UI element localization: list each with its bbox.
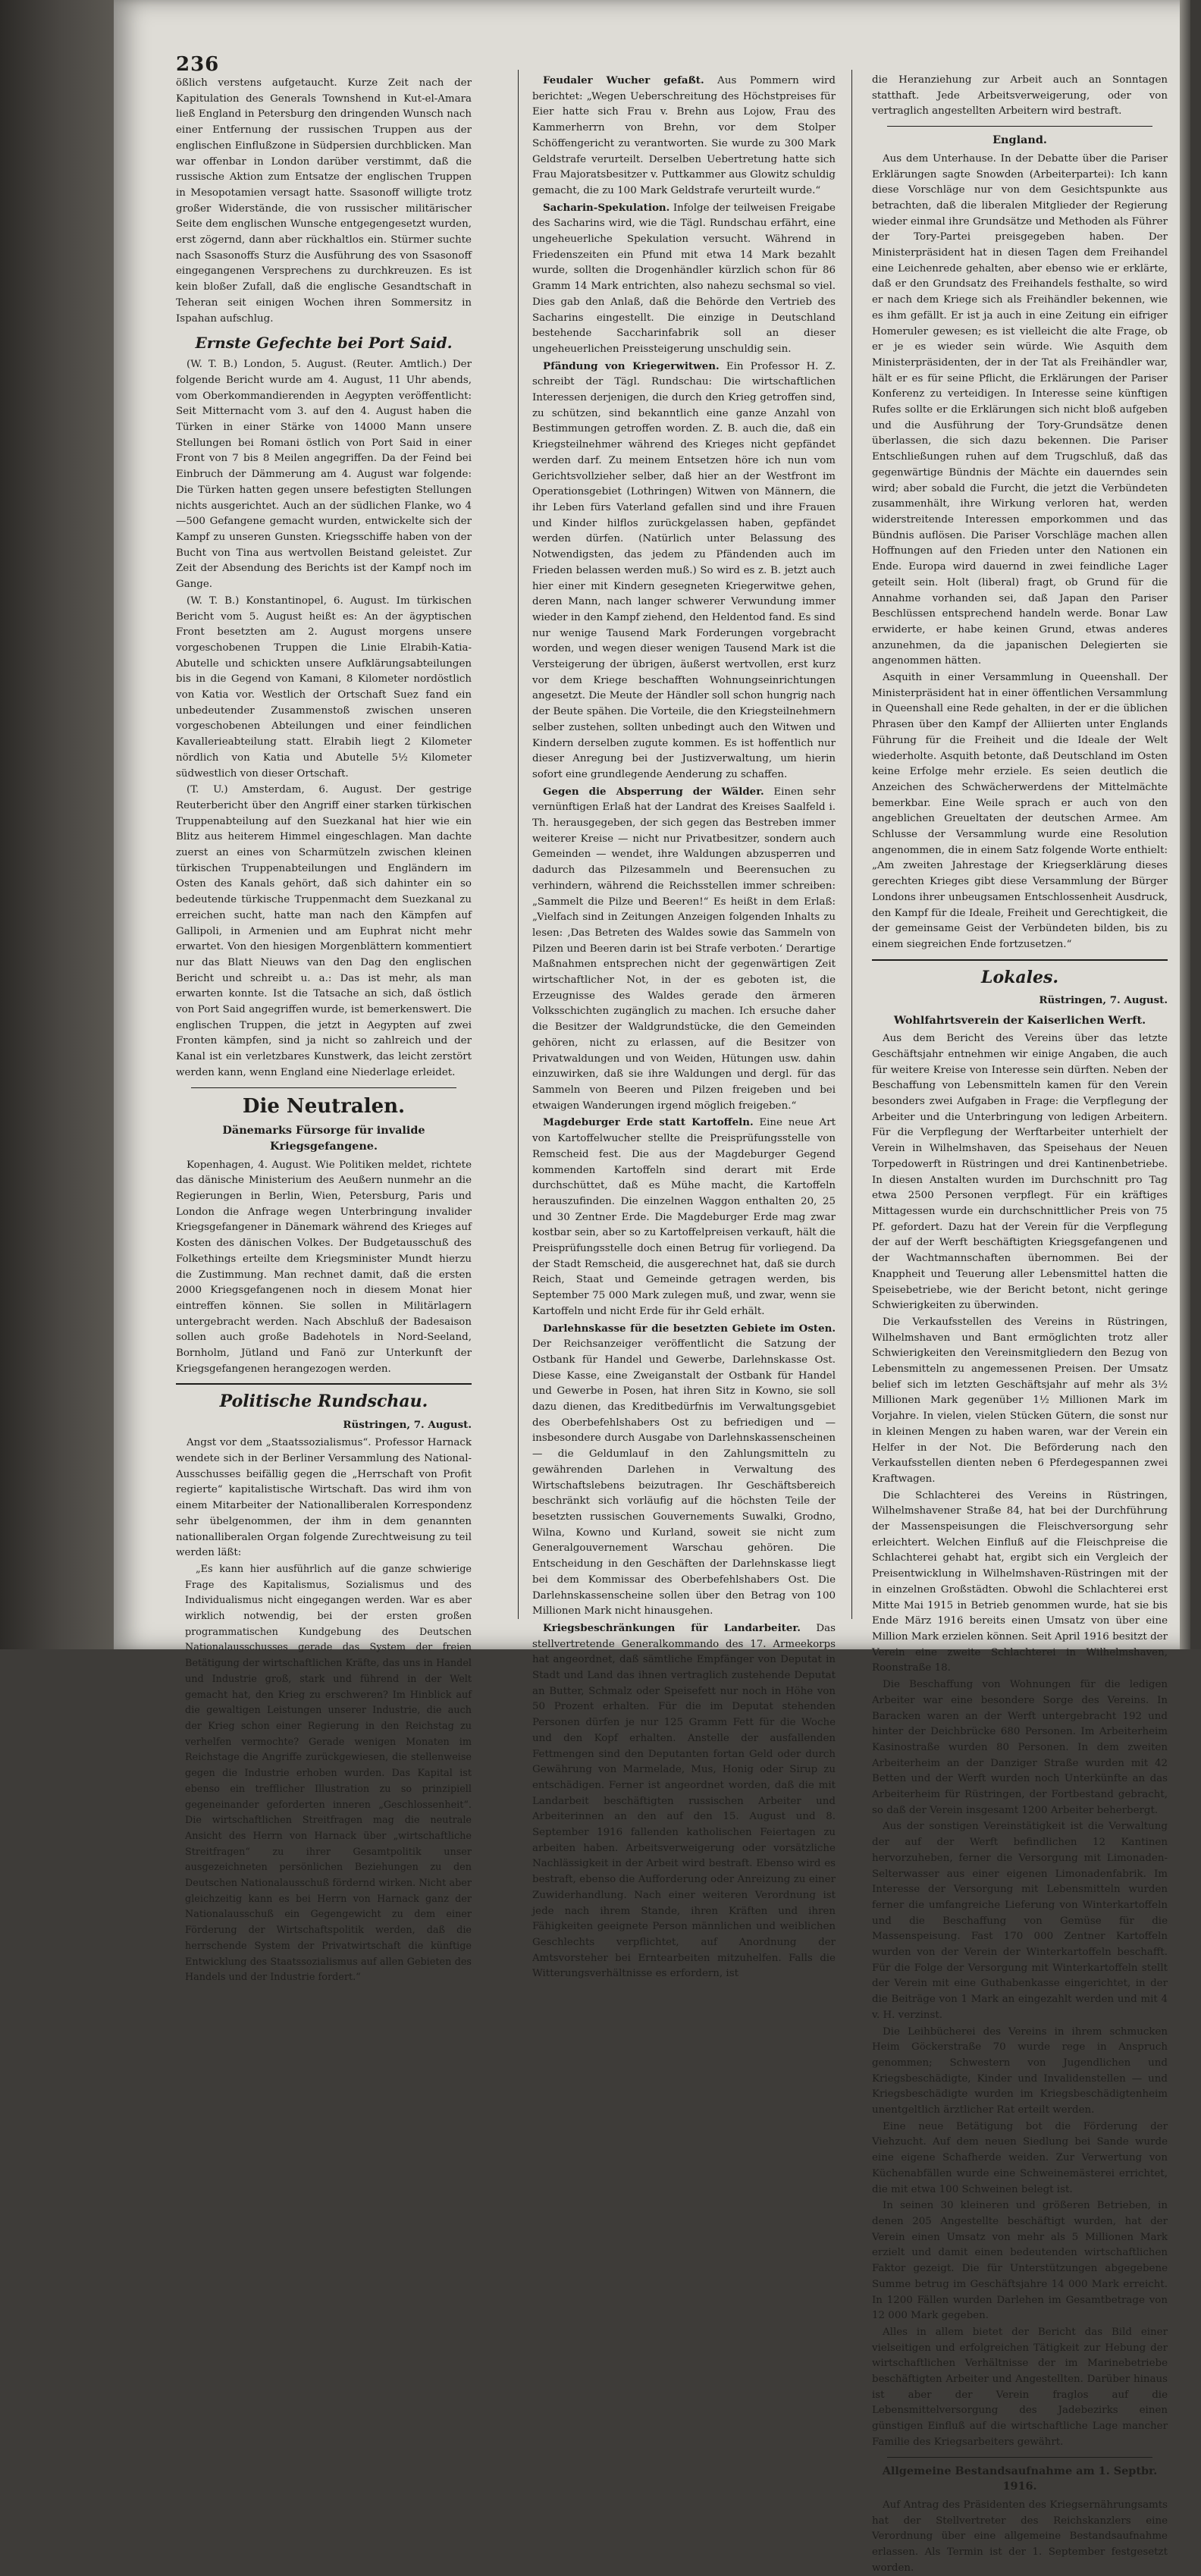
article-paragraph: ößlich verstens aufgetaucht. Kurze Zeit nach der Kapitulation des Generals Townshend in Kut-el-Amara ließ England in Petersburg den dringenden Wunsch nach einer Entfernung der russischen Truppen aus der englischen Einflußzone in Südpersien durchblicken. Man war offenbar in London darüber verstimmt, daß die russische Aktion zum Entsatze der englischen Truppen in Mesopotamien versagt hatte. Ssasonoff willigte trotz großer Widerstände, die von russischer militärischer Seite dem englischen Wunsche entgegengesetzt wurden, erst zögernd, dann aber rückhaltlos ein. Stürmer suchte nach Ssasonoffs Sturz die Ausführung des von Ssasonoff eingegangenen Versprechens zu durchkreuzen. Es ist kein bloßer Zufall, daß die englische Gesandtschaft in Teheran seit einigen Wochen ihren Sommersitz in Ispahan aufschlug.	[176, 77, 472, 325]
article-paragraph	[532, 784, 836, 1115]
subhead-bestandsaufnahme: Allgemeine Bestandsaufnahme am 1. Septbr. 1916.	[882, 2464, 1158, 2493]
article-lead: Sacharin-Spekulation.	[543, 201, 670, 214]
section-divider	[872, 959, 1168, 961]
headline-england: England.	[992, 133, 1047, 147]
article-lead: Pfändung von Kriegerwitwen.	[543, 359, 720, 372]
section-divider	[191, 1087, 456, 1088]
subhead-wohlfahrtsverein: Wohlfahrtsverein der Kaiserlichen Werft.	[893, 1013, 1146, 1027]
article-lead: Feudaler Wucher gefaßt.	[543, 74, 704, 86]
dateline: Rüstringen, 7. August.	[343, 1418, 472, 1431]
headline-port-said: Ernste Gefechte bei Port Said.	[195, 334, 453, 353]
article-text: Infolge der teilweisen Freigabe des Sacharins wird, wie die Tägl. Rundschau erfährt, eine ungeheuerliche Spekulation versucht. Während in Friedenszeiten ein Pfund mit etwa 14 Mark bezahlt wurde, sollten die Drogenhändler kürzlich schon für 86 Gramm 14 Mark entrichten, also nahezu sechsmal so viel. Dies gab den Anlaß, daß die Behörde den Vertrieb des Sacharins eingestellt. Die einzige in Deutschland bestehende Saccharinfabrik soll an dieser ungeheuerlichen Preissteigerung unschuldig sein.	[532, 202, 836, 355]
column-rule	[518, 70, 519, 1619]
page-edge	[1180, 0, 1190, 1649]
article-paragraph: Asquith in einer Versammlung in Queenshall. Der Ministerpräsident hat in einer öffentlichen Versammlung in Queenshall eine Rede gehalten, in der er die üblichen Phrasen über den Kampf der Alliierten unter Englands Führung für die Freiheit und die Ideale der Welt wiederholte. Asquith betonte, daß Deutschland im Osten keine Erfolge mehr erziele. Es seien deutlich die Anzeichen des Schwächerwerdens der Mittelmächte bemerkbar. Eine Weile sprach er auch von den angeblichen Greueltaten der deutschen Armee. Am Schlusse der Versammlung wurde eine Resolution angenommen, die in einem Satz folgende Worte enthielt: „Am zweiten Jahrestage der Kriegserklärung dieses gerechten Krieges gibt diese Versammlung der Bürger Londons ihrer unbeugsamen Entschlossenheit Ausdruck, den Kampf für die Ideale, Freiheit und Gerechtigkeit, die der gemeinsame Geist der Verbündeten bilden, bis zu einem siegreichen Ende fortzusetzen.“	[872, 672, 1168, 950]
article-text: Ein Professor H. Z. schreibt der Tägl. Rundschau: Die wirtschaftlichen Interessen derjenigen, die durch den Krieg getroffen sind, zu schützen, sind bekanntlich eine ganze Anzahl von Bestimmungen getroffen worden. Z. B. auch die, daß ein Kriegsteilnehmer während des Krieges nicht gepfändet werden darf. Zu meinem Entsetzen höre ich nun vom Gerichtsvollzieher selber, daß hier an der Westfront im Operationsgebiet (Lothringen) Witwen von Männern, die ihr Leben fürs Vaterland gefallen sind und ihre Frauen und Kinder hilflos zurückgelassen haben, gepfändet werden dürfen. (Natürlich unter Belassung des Notwendigsten, das jedem zu Pfändenden auch im Frieden belassen werden muß.) So wird es z. B. jetzt auch hier einer mit Kindern gesegneten Kriegerwitwe gehen, deren Mann, nach langer schwerer Verwundung immer wieder in den Kampf ziehend, den Heldentod fand. Es sind nur wenige Tausend Mark Forderungen vorgebracht worden, und wegen dieser wenigen Tausend Mark ist die Versteigerung der übrigen, äußerst wertvollen, erst kurz vor dem Kriege beschafften Wohnungseinrichtungen angesetzt. Die Meute der Händler soll schon hungrig nach der Beute spähen. Die Vorteile, die den Kriegsteilnehmern selber zustehen, sollten unbedingt auch den Witwen und Kindern derselben zugute kommen. Es ist hoffentlich nur dieser Anregung bei der Justizverwaltung, um hierin sofort eine grundlegende Aenderung zu schaffen.	[532, 360, 836, 780]
article-paragraph	[532, 1621, 836, 1982]
article-paragraph	[532, 359, 836, 783]
article-paragraph: Die Schlachterei des Vereins in Rüstringen, Wilhelmshavener Straße 84, hat bei der Durchführung der Massenspeisungen die Fleischversorgung sehr erleichtert. Welchen Einfluß auf die Fleischpreise die Schlachterei gehabt hat, ergibt sich ein Vergleich der Preisentwicklung in Wilhelmshaven-Rüstringen mit der in einzelnen Großstädten. Obwohl die Schlachterei erst Mitte Mai 1915 in Betrieb genommen wurde, hat sie bis Ende März 1916 bereits einen Umsatz von über eine Million Mark erzielen können. Seit April 1916 besitzt der Verein eine zweite Schlachterei in Wilhelmshaven, Roonstraße 18.	[872, 1489, 1168, 1674]
article-paragraph: (T. U.) Amsterdam, 6. August. Der gestrige Reuterbericht über den Angriff einer starken türkischen Truppenabteilung auf den Suezkanal hat hier wie ein Blitz aus heiterem Himmel eingeschlagen. Man dachte zuerst an eines von Scharmützeln zwischen kleinen türkischen Truppenabteilungen und Engländern im Osten des Kanals gehört, daß sich dahinter ein so bedeutende türkische Truppenmacht dem Suezkanal zu erreichen sucht, hatte man nach den Kämpfen auf Gallipoli, in Armenien und am Euphrat nicht mehr erwartet. Von den hiesigen Morgenblättern kommentiert nur das Blatt Nieuws van den Dag den englischen Bericht und schreibt u. a.: Das ist mehr, als man erwarten konnte. Ist die Tatsache an sich, daß östlich von Port Said angegriffen wurde, ist bemerkenswert. Die englischen Truppen, die jetzt in Aegypten auf zwei Fronten kämpfen, sind ja nicht so zahlreich und der Kanal ist ein verletzbares Kunstwerk, das leicht zerstört werden kann, wenn England eine Niederlage erleidet.	[176, 784, 472, 1078]
section-divider	[887, 126, 1152, 127]
headline-lokales: Lokales.	[980, 967, 1059, 987]
article-paragraph	[532, 1321, 836, 1620]
article-paragraph: Angst vor dem „Staatssozialismus“. Professor Harnack wendete sich in der Berliner Versammlung des National-Ausschusses beifällig gegen die „Herrschaft von Profit regierte“ kapitalistische Wirtschaft. Das wird ihm von einem Mitarbeiter der Nationalliberalen Korrespondenz sehr übelgenommen, der ihm in dem genannten nationalliberalen Organ folgende Zurechtweisung zu teil werden läßt:	[176, 1437, 472, 1559]
article-paragraph: In seinen 30 kleineren und größeren Betrieben, in denen 205 Angestellte beschäftigt wurden, hat der Verein einen Umsatz von mehr als 5 Millionen Mark erzielt und damit einen bedeutenden wirtschaftlichen Faktor gezeigt. Die für Unterstützungen abgegebene Summe betrug im Geschäftsjahre 14 000 Mark erreicht. In 1200 Fällen wurden Darlehen im Gesamtbetrage von 12 000 Mark gegeben.	[872, 2200, 1168, 2322]
article-paragraph: Aus dem Unterhause. In der Debatte über die Pariser Erklärungen sagte Snowden (Arbeiterpartei): Ich kann diese Vorschläge nur von dem Gesichtspunkte aus betrachten, daß die liberalen Mitglieder der Regierung wieder einmal ihre Grundsätze und Methoden als Führer der Tory-Partei preisgegeben haben. Der Ministerpräsident hat in diesen Tagen dem Freihandel eine Leichenrede gehalten, aber ebenso wie er erklärte, daß er den Grundsatz des Freihandels festhalte, so wird er nach dem Kriege sich als Freihändler bekennen, wie es ihm gefällt. Er ist ja auch in eine Zeitung ein eifriger Homeruler gewesen; es ist vielleicht die alte Frage, ob er je es wieder sein würde. Wie Asquith dem Ministerpräsidenten, der in der Tat als Freihändler war, hält er es für seine Pflicht, die Erklärungen der Pariser Konferenz zu verteidigen. In Interesse seine künftigen Rufes sollte er die Erklärungen sich nicht bloß aufgeben und die Ausführung der Tory-Grundsätze denen überlassen, die sich dazu bekennen. Die Pariser Entschließungen ruhen auf dem Trugschluß, daß das gegenwärtige Bündnis der Mächte ein dauerndes sein wird; aber sobald die Furcht, die jetzt die Verbündeten zusammenhält, ihre Wirkung verloren hat, werden widerstreitende Interessen emporkommen und das Bündnis auflösen. Die Pariser Vorschläge machen allen Hoffnungen auf den Frieden unter den Nationen ein Ende. Europa wird dauernd in zwei feindliche Lager geteilt sein. Holt (liberal) fragt, ob Grund für die Annahme vorhanden sei, daß Japan den Pariser Beschlüssen entsprechend handeln werde. Bonar Law erwiderte, er habe keinen Grund, etwas anderes anzunehmen, da die japanischen Delegierten sie angenommen hätten.	[872, 152, 1168, 667]
article-paragraph: Aus der sonstigen Vereinstätigkeit ist die Verwaltung der auf der Werft befindlichen 12 Kantinen hervorzuheben, ferner die Versorgung mit Limonaden-Selterwasser aus einer eigenen Limonadenfabrik. Im Interesse der Versorgung mit Lebensmitteln wurden ferner die umfangreiche Lieferung von Winterkartoffeln und die Beschaffung von Gemüse für die Massenspeisung. Fast 170 000 Zentner Kartoffeln wurden von der Verein der Winterkartoffeln beschafft. Für die Folge der Versorgung mit Winterkartoffeln stellt der Verein mit eine Guthabenkasse eingerichtet, in der die Beiträge von 1 Mark an eingezahlt werden und mit 4 v. H. verzinst.	[872, 1821, 1168, 2021]
article-text: Einen sehr vernünftigen Erlaß hat der Landrat des Kreises Saalfeld i. Th. herausgegeben, der sich gegen das Bestreben immer weiterer Kreise — nicht nur Privatbesitzer, sondern auch Gemeinden — wendet, ihre Waldungen abzusperren und dadurch das Pilzesammeln und Beerensuchen zu verhindern, während die Reichsstellen immer schreiben: „Sammelt die Pilze und Beeren!“ Es heißt in dem Erlaß: „Vielfach sind in Zeitungen Anzeigen folgenden Inhalts zu lesen: ‚Das Betreten des Waldes sowie das Sammeln von Pilzen und Beeren darin ist bei Strafe verboten.‘ Derartige Maßnahmen entsprechen nicht der gegenwärtigen Zeit wirtschaftlicher Not, in der es geboten ist, die Erzeugnisse des Waldes gerade den ärmeren Volksschichten zugänglich zu machen. Ich ersuche daher die Besitzer der Waldgrundstücke, die den Gemeinden gehören, nicht zu erlassen, auf die Besitzer von Privatwaldungen und von Weiden, Hütungen usw. dahin einzuwirken, daß sie ihre Waldungen und dergl. für das Sammeln von Beeren und Pilzen freigeben und bei etwaigen Wanderungen irgend möglich freigeben.“	[532, 786, 836, 1112]
article-quote: „Es kann hier ausführlich auf die ganze schwierige Frage des Kapitalismus, Sozialismus und des Individualismus nicht eingegangen werden. War es aber wirklich notwendig, bei der ersten großen programmatischen Kundgebung des Deutschen Nationalausschusses gerade das System der freien Betätigung der wirtschaftlichen Kräfte, das uns in Handel und Industrie groß, stark und führend in der Welt gemacht hat, den Krieg zu erschweren? Im Hinblick auf die gewaltigen Leistungen unserer Industrie, die auch der Krieg schon einer Regierung in den Reichstag zu verhelfen vermochte? Gerade wenigen Monaten im Reichstage die Angriffe zurückgewiesen, die stellenweise gegen die Industrie erhoben wurden. Das Kapital ist ebenso ein trefflicher Illustration zu so prinzipiell gegeneinander geforderten inneren „Geschlossenheit“. Die wirtschaftlichen Streitfragen mag die neutrale Ansicht des Herrn von Harnack über „wirtschaftliche Streitfragen“ zu ihrer Gesamtpolitik unser ausgezeichneten persönlichen Beziehungen zu den Deutschen Nationalausschuß fördernd wirken. Nicht aber gleichzeitig kann es bei Herrn von Harnack ganz der Nationalausschuß ein Gegengewicht zu dem einer Förderung der Wirtschaftspolitik werden, daß die herrschende System der Privatwirtschaft die künftige Entwicklung des Staatssozialismus auf allen Gebieten des Handels und der Industrie fordert.“	[185, 1563, 472, 1984]
article-text: Eine neue Art von Kartoffelwucher stellte die Preisprüfungsstelle von Remscheid fest. Die aus der Magdeburger Gegend kommenden Kartoffeln sind derart mit Erde durchschüttet, daß es Mühe macht, die Kartoffeln herauszufinden. Die einzelnen Waggon enthalten 20, 25 und 30 Zentner Erde. Die Magdeburger Erde mag zwar kostbar sein, aber so zu Kartoffelpreisen verkauft, hält die Preisprüfungsstelle doch einen Betrug für vorliegend. Da der Stadt Remscheid, die ausgerechnet hat, daß sie durch Reich, Staat und Gemeinde getragen werden, bis September 75 000 Mark zulegen muß, und zwar, wenn sie Kartoffeln und nicht Erde für ihr Geld erhält.	[532, 1117, 836, 1317]
article-lead: Magdeburger Erde statt Kartoffeln.	[543, 1116, 754, 1129]
column-1	[176, 76, 472, 1984]
article-paragraph: Alles in allem bietet der Bericht das Bild einer vielseitigen und erfolgreichen Tätigkeit zur Hebung der wirtschaftlichen Verhältnisse der im Marinebetriebe beschäftigten Arbeiter und Angestellten. Darüber hinaus ist aber der Verein fraglos auf die Lebensmittelversorgung des Jadebezirks einen günstigen Einfluß auf die wirtschaftliche Lage mancher Familie des Kriegsarbeiters gewährt.	[872, 2326, 1168, 2448]
column-rule	[851, 70, 852, 1619]
article-paragraph: Kopenhagen, 4. August. Wie Politiken meldet, richtete das dänische Ministerium des Aeußern nunmehr an die Regierungen in Berlin, Wien, Petersburg, Paris und London die Anfrage wegen Unterbringung invalider Kriegsgefangener in Dänemark während des Krieges auf Kosten des dänischen Volkes. Der Budgetausschuß des Folkethings erteilte dem Kriegsminister Mundt hierzu die Zustimmung. Man rechnet damit, daß die ersten 2000 Kriegsgefangenen noch in diesem Monat hier eintreffen können. Sie sollen in Militärlagern untergebracht werden. Nach Abschluß der Badesaison sollen auch große Badehotels in Nord-Seeland, Bornholm, Jütland und Fanö zur Unterkunft der Kriegsgefangenen herangezogen werden.	[176, 1159, 472, 1375]
article-lead: Gegen die Absperrung der Wälder.	[543, 785, 764, 798]
article-paragraph: (W. T. B.) Konstantinopel, 6. August. Im türkischen Bericht vom 5. August heißt es: An der ägyptischen Front besetzten am 2. August morgens unsere vorgeschobenen Truppen die Linie Elrabih-Katia-Abutelle und schickten unsere Aufklärungsabteilungen bis in die Gegend von Kamani, 8 Kilometer nordöstlich von Katia vor. Westlich der Ortschaft Suez fand ein unbedeutender Zusammenstoß zwischen unseren vorgeschobenen Abteilungen und einer feindlichen Kavallerieabteilung statt. Elrabih liegt 2 Kilometer nördlich von Katia und Abutelle 5½ Kilometer südwestlich von dieser Ortschaft.	[176, 595, 472, 780]
section-divider	[176, 1383, 472, 1385]
newspaper-page	[114, 0, 1190, 2574]
headline-politische-rundschau: Politische Rundschau.	[219, 1392, 428, 1412]
article-paragraph: Die Beschaffung von Wohnungen für die ledigen Arbeiter war eine besondere Sorge des Vereins. In Baracken waren an der Werft untergebracht 192 und hinter der Deichbrücke 680 Personen. Im Arbeiterheim Kasinostraße wurden 80 Personen. In dem zweiten Arbeiterheim an der Danziger Straße wurden mit 42 Betten und der Werft wurden noch Unterkünfte an das Arbeiterheim für Rüstringen, der Fortbestand gebracht, so daß der Verein insgesamt 1200 Arbeiter beherbergt.	[872, 1679, 1168, 1816]
headline-neutralen: Die Neutralen.	[242, 1094, 406, 1118]
article-text: Der Reichsanzeiger veröffentlicht die Satzung der Ostbank für Handel und Gewerbe, Darlehnskasse Ost. Diese Kasse, eine Zweiganstalt der Ostbank für Handel und Gewerbe in Posen, hat ihren Sitz in Kowno, sie soll dazu dienen, das Kreditbedürfnis im Verwaltungsgebiet des Oberbefehlshabers Ost zu befriedigen und — insbesondere durch Ausgabe von Darlehnskassenscheinen — die Geldumlauf in den Zahlungsmitteln zu gewährenden Darlehen in Verwaltung des Wirtschaftslebens beizutragen. Ihr Geschäftsbereich beschränkt sich vorläufig auf die höchsten Teile der besetzten russischen Gouvernements Suwalki, Grodno, Wilna, Kowno und Kurland, soweit sie nicht zum Generalgouvernement Warschau gehören. Die Entscheidung in den Geschäften der Darlehnskasse liegt bei dem Kommissar des Oberbefehlshabers Ost. Die Darlehnskassenscheine sollen über den Betrag von 100 Millionen Mark nicht hinausgehen.	[532, 1338, 836, 1617]
article-paragraph: Aus dem Bericht des Vereins über das letzte Geschäftsjahr entnehmen wir einige Angaben, die auch für weitere Kreise von Interesse sein dürften. Neben der Beschaffung von Lebensmitteln kamen für den Verein besonders zwei Aufgaben in Frage: die Verpflegung der Arbeiter und die Unterbringung von ledigen Arbeitern. Für die Verpflegung der Werftarbeiter unterhielt der Verein in Wilhelmshaven, das Speisehaus der Neuen Torpedowerft in Rüstringen und drei Kantinenbetriebe. In diesen Anstalten wurden im Durchschnitt pro Tag etwa 2500 Personen verpflegt. Für ein kräftiges Mittagessen wurde ein durchschnittlicher Preis von 75 Pf. gefordert. Dazu hat der Verein für die Verpflegung der auf der Werft beschäftigten Kriegsgefangenen und der Wachtmannschaften übernommen. Bei der Knappheit und Teuerung aller Lebensmittel hatten die Speisebetriebe, wie der Bericht betont, nicht geringe Schwierigkeiten zu überwinden.	[872, 1033, 1168, 1312]
article-paragraph: Die Leihbücherei des Vereins in ihrem schmucken Heim Göckerstraße 70 wurde rege in Anspruch genommen; Schwestern von Jugendlichen und Kriegsbeschädigte, Kinder und Invalidenstellen — und Kriegsbeschädigte wurden im Kriegsbeschädigtenheim unentgeltlich ärztlicher Rat erteilt werden.	[872, 2025, 1168, 2116]
article-paragraph	[532, 200, 836, 358]
section-divider	[887, 2457, 1152, 2458]
article-text: Aus Pommern wird berichtet: „Wegen Ueberschreitung des Höchstpreises für Eier hatte sich Frau v. Brehn aus Lojow, Frau des Kammerherrn von Brehn, vor dem Stolper Schöffengericht zu verantworten. Sie wurde zu 300 Mark Geldstrafe verurteilt. Derselben Uebertretung hatte sich Frau Majoratsbesitzer v. Puttkammer aus Glowitz schuldig gemacht, die zu 100 Mark Geldstrafe verurteilt wurde.“	[532, 75, 836, 196]
article-paragraph: (W. T. B.) London, 5. August. (Reuter. Amtlich.) Der folgende Bericht wurde am 4. August, 11 Uhr abends, vom Oberkommandierenden in Aegypten veröffentlicht: Seit Mitternacht vom 3. auf den 4. August haben die Türken in einer Stärke von 14000 Mann unsere Stellungen bei Romani östlich von Port Said in einer Front von 7 bis 8 Meilen angegriffen. Da der Feind bei Einbruch der Dämmerung am 4. August war folgende: Die Türken hatten gegen unsere befestigten Stellungen nichts ausgerichtet. Auch an der südlichen Flanke, wo 4—500 Gefangene gemacht wurden, entwickelte sich der Kampf zu unseren Gunsten. Kriegsschiffe haben von der Bucht von Tina aus wertvollen Beistand geleistet. Zur Zeit der Absendung des Berichts ist der Kampf noch im Gange.	[176, 359, 472, 591]
article-text: Das stellvertretende Generalkommando des 17. Armeekorps hat angeordnet, daß sämtliche Empfänger von Deputat in Stadt und Land das ihnen vertraglich zustehende Deputat an Butter, Schmalz oder Speisefett nur noch in Höhe von 50 Prozent erhalten. Für die im Deputat stehenden Personen dürfen je nur 125 Gramm Fett für die Woche und den Kopf erhalten. Anstelle der ausfallenden Fettmengen sind den Deputanten fortan Geld oder durch Gewährung von Marmelade, Mus, Honig oder Sirup zu entschädigen. Ferner ist angeordnet worden, daß die mit Landarbeit beschäftigten russischen Arbeiter und Arbeiterinnen an den auf den 15. August und 8. September 1916 fallenden katholischen Feiertagen zu arbeiten haben. Arbeitsverweigerung oder vorsätzliche Nachlässigkeit in der Arbeit wird bestraft. Ebenso wird es bestraft, ebenso die Aufforderung oder Anreizung zu einer Zuwiderhandlung. Nach einer weiteren Verordnung ist jede nach ihrem Stande, ihren Kräften und ihren Fähigkeiten geeignete Person männlichen und weiblichen Geschlechts verpflichtet, auf Anordnung der Amtsvorsteher bei Erntearbeiten mitzuhelfen. Falls die Witterungsverhältnisse es erfordern, ist	[532, 1622, 836, 1980]
article-lead: Darlehnskasse für die besetzten Gebiete im Osten.	[543, 1322, 836, 1335]
article-paragraph: Eine neue Betätigung bot die Förderung der Viehzucht. Auf dem neuen Siedlung bei Sande wurde eine eigene Schafherde weiden. Zur Verwertung von Küchenabfällen wurde eine Schweinemästerei errichtet, die mit etwa 100 Schweinen belegt ist.	[872, 2120, 1168, 2195]
column-2	[532, 73, 836, 1980]
page-number: 236	[176, 53, 220, 76]
dateline: Rüstringen, 7. August.	[1039, 993, 1168, 1006]
article-paragraph	[532, 73, 836, 199]
column-3	[872, 73, 1168, 2574]
subhead-daenemark: Dänemarks Fürsorge für invalide Kriegsgefangene.	[222, 1124, 425, 1153]
article-paragraph: Die Verkaufsstellen des Vereins in Rüstringen, Wilhelmshaven und Bant ermöglichten trotz aller Schwierigkeiten den Vereinsmitgliedern den Bezug von Lebensmitteln zu angemessenen Preisen. Der Umsatz belief sich im letzten Geschäftsjahr auf mehr als 3½ Millionen Mark gegenüber 1½ Millionen Mark im Vorjahre. In vielen, vielen Stücken Gütern, die sonst nur in kleinen Mengen zu haben waren, war der Verein ein Helfer in der Not. Die Beförderung nach den Verkaufsstellen dienten neben 6 Pferdegespannen zwei Kraftwagen.	[872, 1316, 1168, 1485]
book-gutter	[0, 0, 114, 1649]
article-paragraph: Auf Antrag des Präsidenten des Kriegsernährungsamts hat der Stellvertreter des Reichskanzlers eine Verordnung über eine allgemeine Bestandsaufnahme erlassen. Als Termin ist der 1. September festgesetzt worden.	[872, 2499, 1168, 2574]
article-paragraph: die Heranziehung zur Arbeit auch an Sonntagen statthaft. Jede Arbeitsverweigerung, oder von vertraglich angestellten Arbeitern wird bestraft.	[872, 74, 1168, 118]
article-paragraph	[532, 1115, 836, 1319]
article-lead: Kriegsbeschränkungen für Landarbeiter.	[543, 1621, 801, 1634]
